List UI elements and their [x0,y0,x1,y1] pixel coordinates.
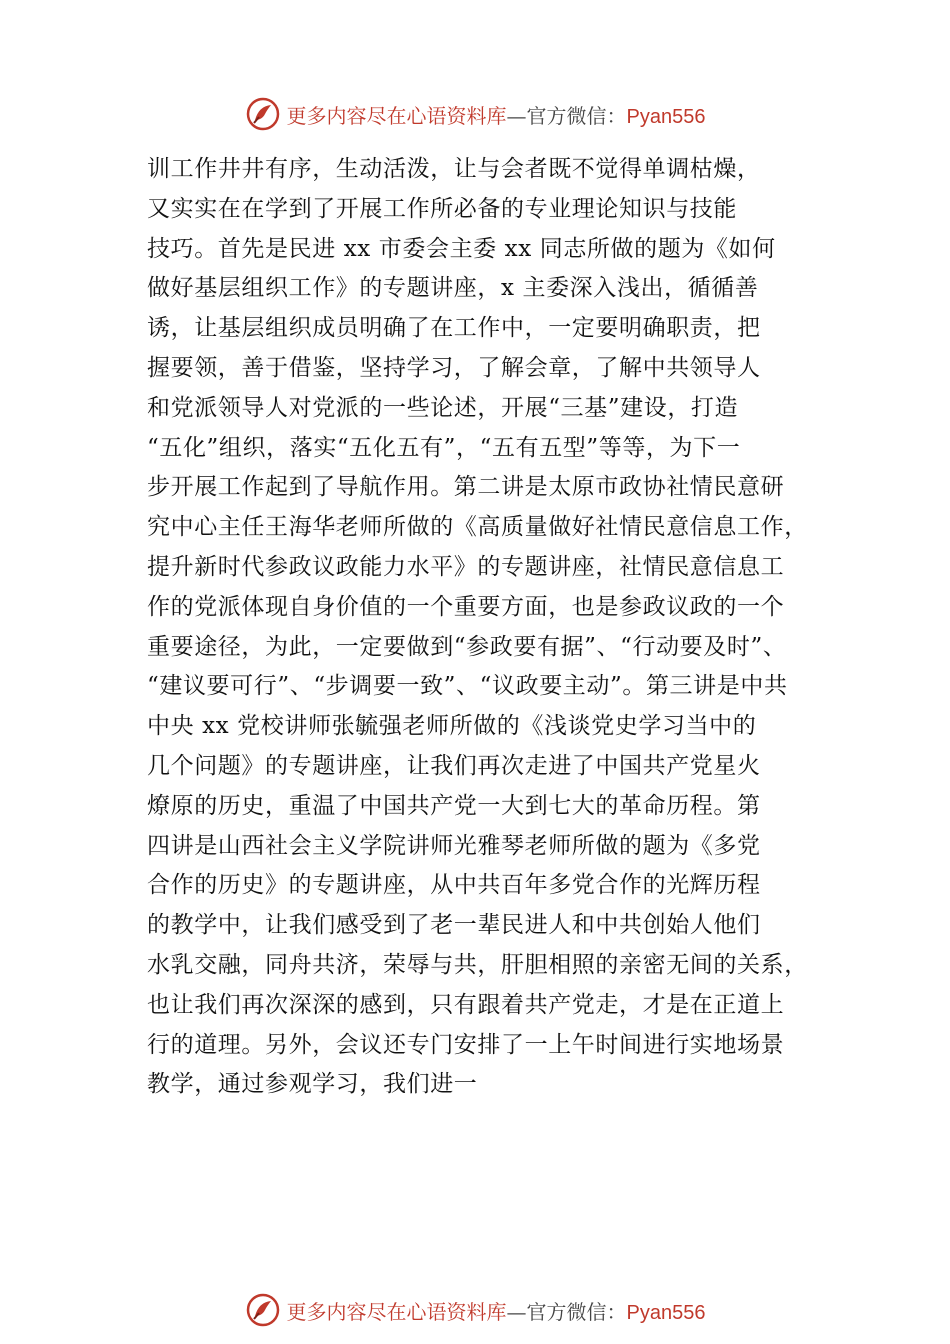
banner-lead: 更多内容尽在心语资料库 [286,1299,507,1324]
text-line: 行的道理。另外，会议还专门安排了一上午时间进行实地场景 [147,1031,785,1058]
text-line: 水乳交融，同舟共济，荣辱与共，肝胆相照的亲密无间的关系， [147,951,808,978]
banner-official-label: 官方微信： [526,103,627,128]
text-line: 提升新时代参政议政能力水平》的专题讲座，社情民意信息工 [147,553,785,580]
banner-text [287,1296,706,1325]
banner-official-label: 官方微信： [526,1299,627,1324]
footer-banner [0,1290,950,1330]
text-line: 做好基层组织工作》的专题讲座，x 主委深入浅出，循循善 [147,275,759,302]
banner-lead: 更多内容尽在心语资料库 [286,103,507,128]
pen-heart-logo-icon [245,96,281,132]
banner-dash: — [506,103,527,128]
text-line: 握要领，善于借鉴，坚持学习，了解会章，了解中共领导人 [147,354,761,381]
header-banner [0,94,950,134]
banner-wechat-id: Pyan556 [626,105,706,128]
text-line: 也让我们再次深深的感到，只有跟着共产党走，才是在正道上 [147,991,785,1018]
text-line: 燎原的历史，重温了中国共产党一大到七大的革命历程。第 [147,792,761,819]
text-line: 重要途径，为此，一定要做到“参政要有据”、“行动要及时”、 [147,633,787,660]
text-line: 诱，让基层组织成员明确了在工作中，一定要明确职责，把 [147,315,761,342]
text-line: 作的党派体现自身价值的一个重要方面，也是参政议政的一个 [147,593,785,620]
banner-wechat-id: Pyan556 [626,1301,706,1324]
text-line: 教学，通过参观学习，我们进一 [147,1071,478,1098]
text-line: 又实实在在学到了开展工作所必备的专业理论知识与技能 [147,195,737,222]
pen-heart-logo-icon [245,1292,281,1328]
banner-dash: — [506,1299,527,1324]
text-line: 中央 xx 党校讲师张毓强老师所做的《浅谈党史学习当中的 [147,713,757,740]
text-line: 几个问题》的专题讲座，让我们再次走进了中国共产党星火 [147,752,761,779]
text-line: 和党派领导人对党派的一些论述，开展“三基”建设，打造 [147,394,739,421]
text-line: 究中心主任王海华老师所做的《高质量做好社情民意信息工作， [147,514,808,541]
banner-text [287,100,706,129]
text-line: 训工作井井有序，生动活泼，让与会者既不觉得单调枯燥， [147,156,761,182]
text-line: 四讲是山西社会主义学院讲师光雅琴老师所做的题为《多党 [147,832,761,859]
text-line: “建议要可行”、“步调要一致”、“议政要主动”。第三讲是中共 [147,673,788,700]
text-line: 合作的历史》的专题讲座，从中共百年多党合作的光辉历程 [147,872,761,899]
text-line: 步开展工作起到了导航作用。第二讲是太原市政协社情民意研 [147,474,785,501]
document-body [147,150,827,1105]
text-line: “五化”组织，落实“五化五有”，“五有五型”等等，为下一 [147,434,741,461]
text-line: 技巧。首先是民进 xx 市委会主委 xx 同志所做的题为《如何 [147,235,776,262]
text-line: 的教学中，让我们感受到了老一辈民进人和中共创始人他们 [147,912,761,939]
